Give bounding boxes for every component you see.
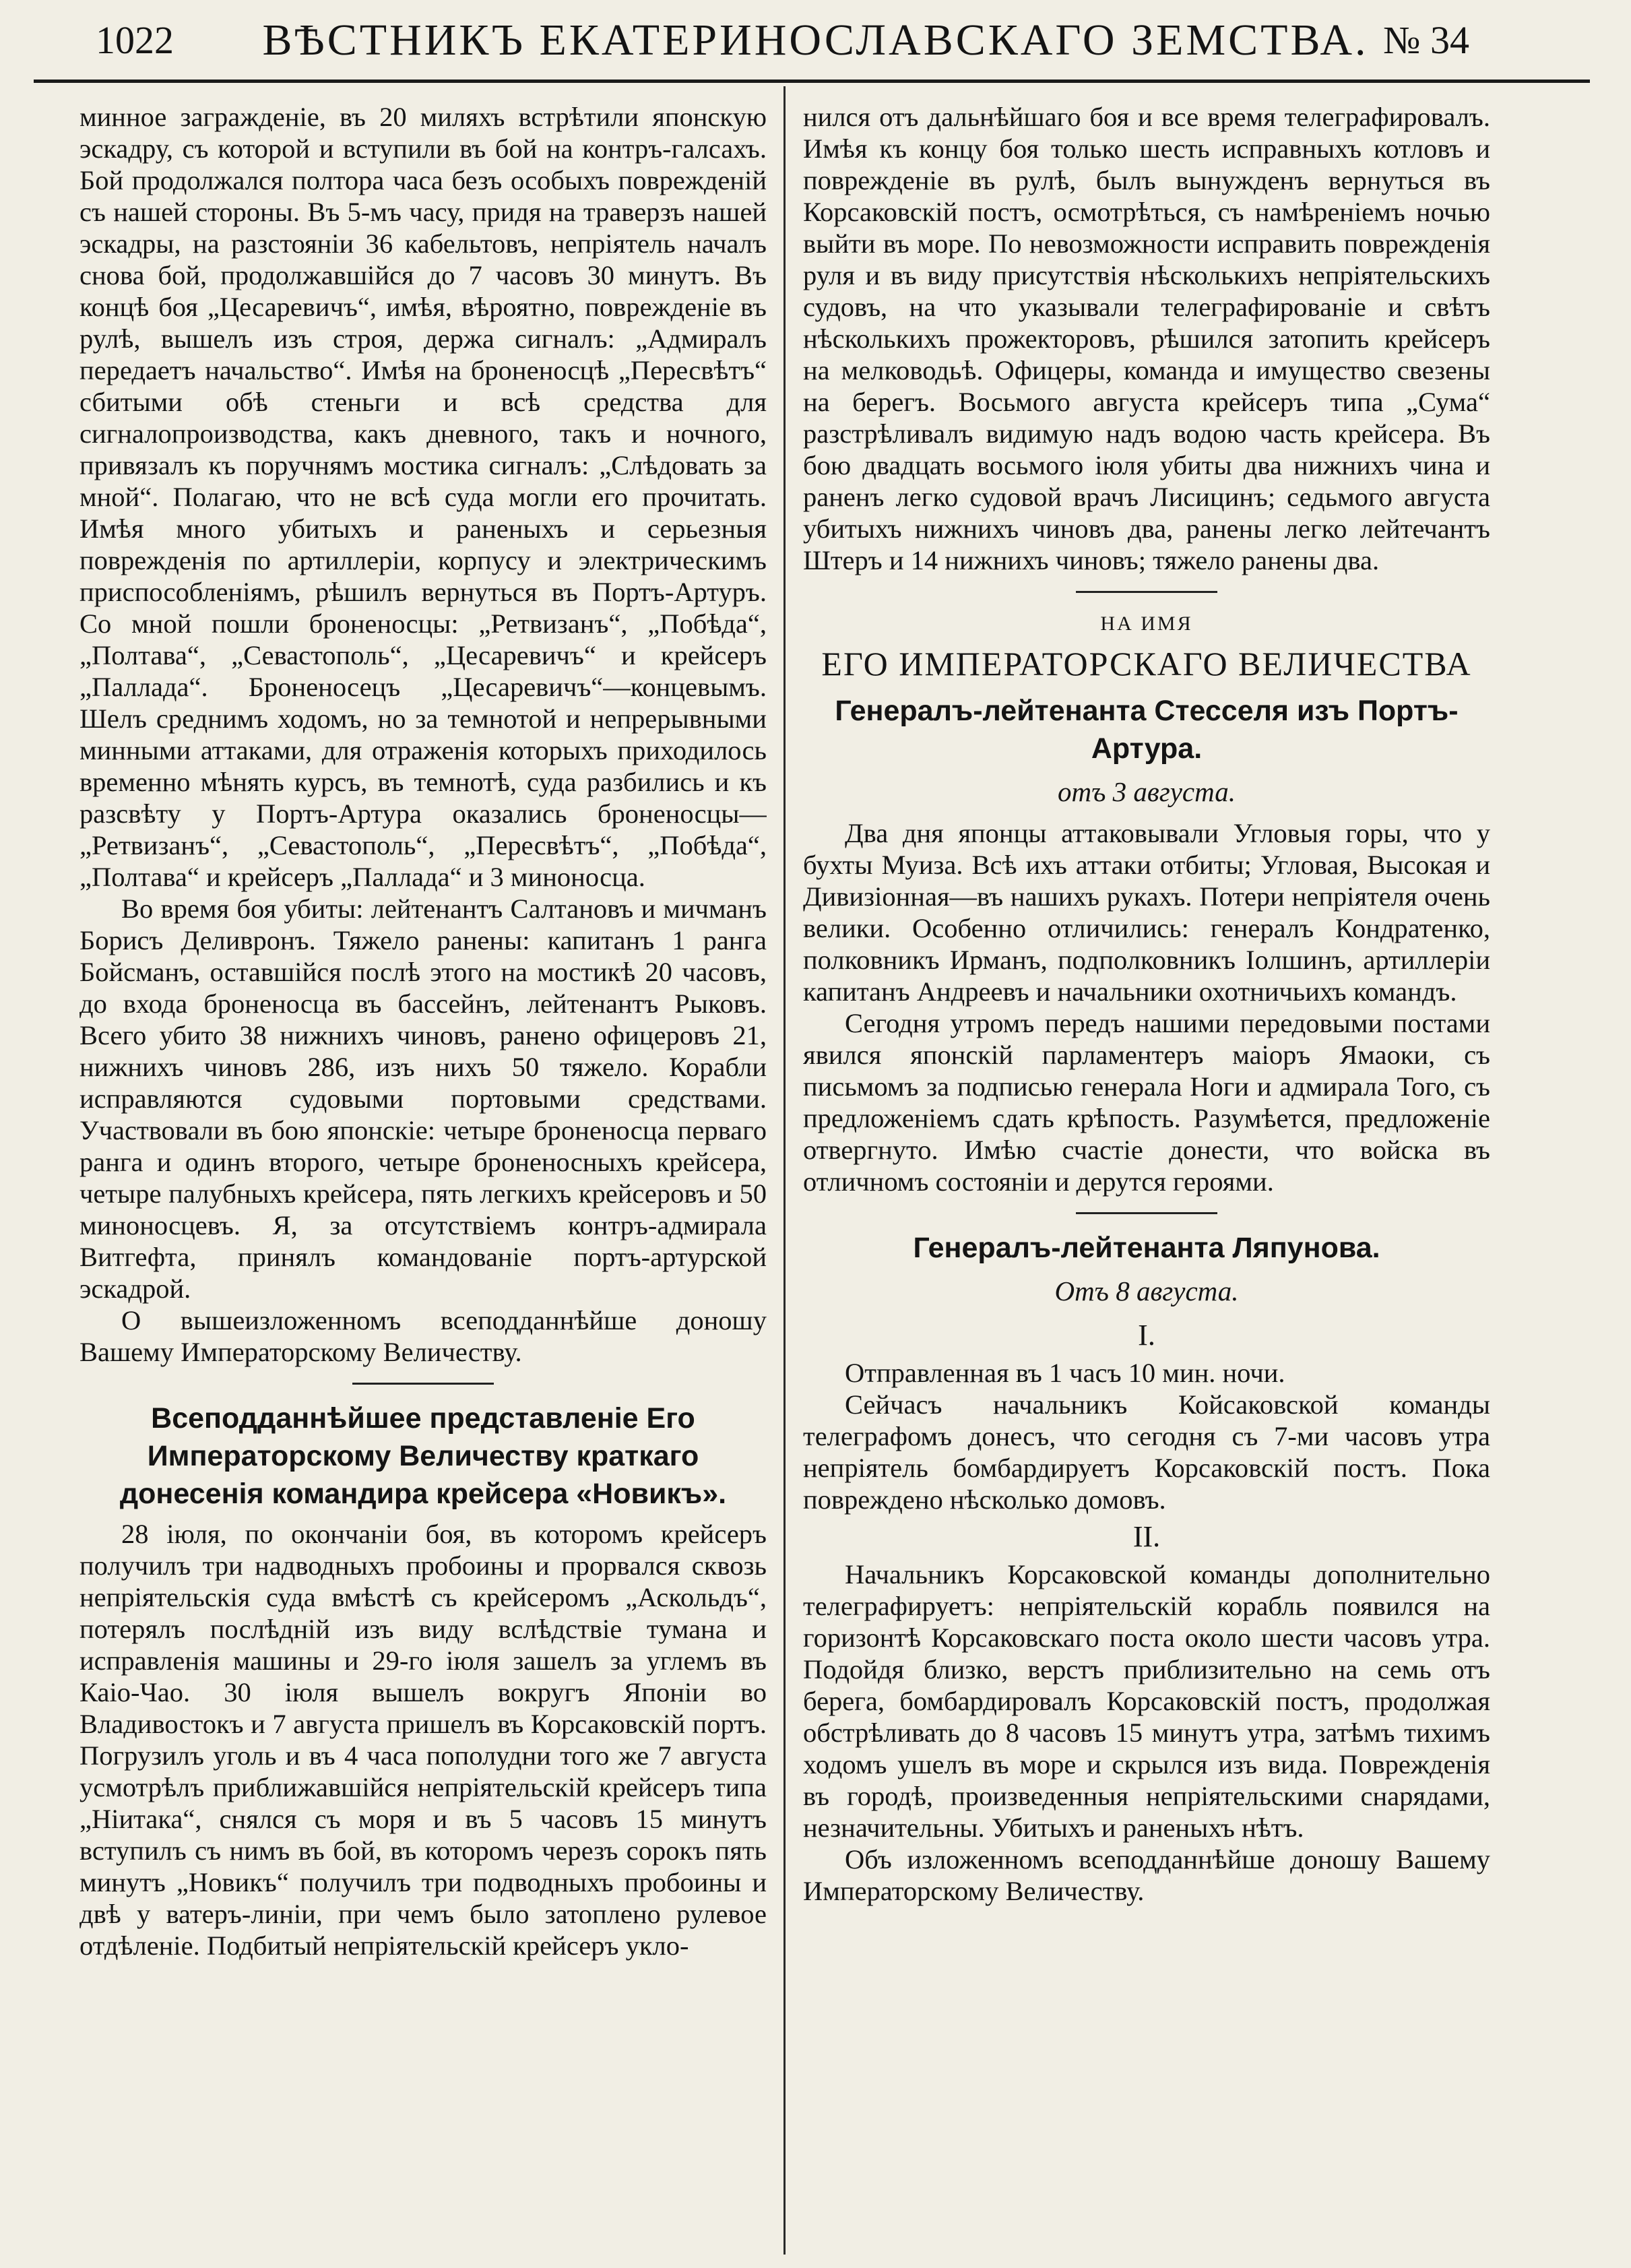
section-separator [352,1383,494,1385]
report-closing: О вышеизложенномъ всеподданнѣйше доношу Вашему Императорскому Величеству. [79,1305,767,1367]
addressed-to: НА ИМЯ [1100,612,1193,635]
lyapunov-date: Отъ 8 августа. [1054,1275,1239,1306]
lyapunov-closing: Объ изложенномъ всеподданнѣйше доношу Вашему Императорскому Величеству. [803,1844,1490,1906]
telegram-paragraph: Сейчасъ начальникъ Койсаковской команды телеграфомъ донесъ, что сегодня съ 7-ми часовъ утра непріятель бомбардируетъ Корсаковскій постъ. Пока повреждено нѣсколько домовъ. [803,1389,1490,1515]
section-number: II. [1132,1520,1161,1553]
page-header [0,0,1631,74]
majesty-heading: ЕГО ИМПЕРАТОРСКАГО ВЕЛИЧЕСТВА [821,645,1472,683]
left-column [79,101,767,2250]
stessel-paragraph: Два дня японцы аттаковывали Угловыя горы, что у бухты Муиза. Всѣ ихъ аттаки отбиты; Угловая, Высокая и Дивизіонная—въ нашихъ рукахъ. Потери непріятеля очень велики. Особенно отличились: генералъ Кондратенко, полковникъ Ирманъ, подполковникъ Іолшинъ, артиллеріи капитанъ Андреевъ и начальники охотничьихъ командъ. [803,818,1490,1007]
novik-continuation: нился отъ дальнѣйшаго боя и все время телеграфировалъ. Имѣя къ концу боя только шесть исправныхъ котловъ и поврежденіе въ рулѣ, былъ вынужденъ вернуться въ Корсаковскій постъ, осмотрѣться, съ намѣреніемъ ночью выйти въ море. По невозможности исправить поврежденія руля и въ виду присутствія нѣсколькихъ непріятельскихъ судовъ, на что указывали телеграфированіе и свѣтъ нѣсколькихъ прожекторовъ, рѣшился затопить крейсеръ на мелководьѣ. Офицеры, команда и имущество свезены на берегъ. Восьмого августа крейсеръ типа „Сума“ разстрѣливалъ видимую надъ водою часть крейсера. Въ бою двадцать восьмого іюля убиты два нижнихъ чина и раненъ легко судовой врачъ Лисицинъ; седьмого августа убитыхъ нижнихъ чиновъ два, ранены легко лейтечантъ Штеръ и 14 нижнихъ чиновъ; тяжело ранены два. [803,102,1490,575]
stessel-date: отъ 3 августа. [1058,776,1236,807]
section-separator [1076,591,1217,593]
telegram-paragraph: Начальникъ Корсаковской команды дополнительно телеграфируетъ: непріятельскій корабль появился на горизонтѣ Корсаковскаго поста около шести часовъ утра. Подойдя близко, верстъ приблизительно на семь отъ берега, бомбардировалъ Корсаковскій постъ, продолжая обстрѣливать до 8 часовъ 15 минутъ утра, затѣмъ тихимъ ходомъ ушелъ въ море и скрылся изъ вида. Поврежденія въ городѣ, произведенныя непріятельскими снарядами, незначительны. Убитыхъ и раненыхъ нѣтъ. [803,1559,1490,1843]
section-separator [1076,1212,1217,1214]
right-column [803,101,1490,2250]
issue-number: № 34 [1383,18,1469,62]
stessel-paragraph: Сегодня утромъ передъ нашими передовыми постами явился японскій парламентеръ маіоръ Ямаоки, съ письмомъ за подписью генерала Ноги и адмирала Того, съ предложеніемъ сдать крѣпость. Разумѣется, предложеніе отвергнуто. Имѣю счастіе донести, что войска въ отличномъ состояніи и дерутся героями. [803,1008,1490,1197]
column-divider [783,86,786,2255]
lyapunov-heading: Генералъ-лейтенанта Ляпунова. [913,1232,1380,1264]
novik-heading: Всеподданнѣйшее представленіе Его Императорскому Величеству краткаго донесенія командира крейсера «Новикъ». [119,1402,727,1510]
novik-paragraph: 28 іюля, по окончаніи боя, въ которомъ крейсеръ получилъ три надводныхъ пробоины и прорвался сквозь непріятельскія суда вмѣстѣ съ крейсеромъ „Аскольдъ“, потерялъ послѣдній изъ виду вслѣдствіе тумана и исправленія машины и 29-го іюля зашелъ за углемъ въ Каіо-Чао. 30 іюля вышелъ вокругъ Японіи во Владивостокъ и 7 августа пришелъ въ Корсаковскій портъ. Погрузилъ уголь и въ 4 часа пополудни того же 7 августа усмотрѣлъ приближавшійся непріятельскій крейсеръ типа „Ніитака“, снялся съ моря и въ 5 часовъ 15 минутъ вступилъ съ нимъ въ бой, въ которомъ черезъ сорокъ пять минутъ „Новикъ“ получилъ три подводныхъ пробоины и двѣ у ватеръ-линіи, при чемъ было затоплено рулевое отдѣленіе. Подбитый непріятельскій крейсеръ укло- [79,1519,767,1961]
journal-title: ВѢСТНИКЪ ЕКАТЕРИНОСЛАВСКАГО ЗЕМСТВА. [262,15,1369,65]
telegram-paragraph: Отправленная въ 1 часъ 10 мин. ночи. [845,1358,1285,1388]
stessel-heading: Генералъ-лейтенанта Стесселя изъ Портъ-Артура. [835,695,1459,765]
report-paragraph: Во время боя убиты: лейтенантъ Салтановъ и мичманъ Борисъ Деливронъ. Тяжело ранены: капитанъ 1 ранга Бойсманъ, оставшійся послѣ этого на мостикѣ 20 часовъ, до входа броненосца въ бассейнъ, лейтенантъ Рыковъ. Всего убито 38 нижнихъ чиновъ, ранено офицеровъ 21, нижнихъ чиновъ 286, изъ нихъ 50 тяжело. Корабли исправляются судовыми портовыми средствами. Участвовали въ бою японскіе: четыре броненосца перваго ранга и одинъ второго, четыре броненосныхъ крейсера, четыре палубныхъ крейсера, пять легкихъ крейсеровъ и 50 миноносцевъ. Я, за отсутствіемъ контръ-адмирала Витгефта, принялъ командованіе портъ-артурской эскадрой. [79,893,767,1304]
report-paragraph: минное загражденіе, въ 20 миляхъ встрѣтили японскую эскадру, съ которой и вступили въ бой на контръ-галсахъ. Бой продолжался полтора часа безъ особыхъ поврежденій съ нашей стороны. Въ 5-мъ часу, придя на траверзъ нашей эскадры, на разстояніи 36 кабельтовъ, непріятель началъ снова бой, продолжавшійся до 7 часовъ 30 минутъ. Въ концѣ боя „Цесаревичъ“, имѣя, вѣроятно, поврежденіе въ рулѣ, вышелъ изъ строя, держа сигналъ: „Адмиралъ передаетъ начальство“. Имѣя на броненосцѣ „Пересвѣтъ“ сбитыми обѣ стеньги и всѣ средства для сигналопроизводства, какъ дневного, такъ и ночного, привязалъ къ поручнямъ мостика сигналъ: „Слѣдовать за мной“. Полагаю, что не всѣ суда могли его прочитать. Имѣя много убитыхъ и раненыхъ и серьезныя поврежденія по артиллеріи, корпусу и электрическимъ приспособленіямъ, рѣшилъ вернуться въ Портъ-Артуръ. Со мной пошли броненосцы: „Ретвизанъ“, „Побѣда“, „Полтава“, „Севастополь“, „Цесаревичъ“ и крейсеръ „Паллада“. Броненосецъ „Цесаревичъ“—концевымъ. Шелъ среднимъ ходомъ, но за темнотой и непрерывными минными аттаками, для отраженія которыхъ приходилось временно мѣнять курсъ, въ темнотѣ, суда разбились и къ разсвѣту у Портъ-Артура оказались броненосцы—„Ретвизанъ“, „Севастополь“, „Пересвѣтъ“, „Побѣда“, „Полтава“ и крейсеръ „Паллада“ и 3 миноносца. [79,102,767,892]
header-rule [34,80,1590,83]
page-number: 1022 [96,18,174,62]
section-number: I. [1138,1319,1155,1352]
